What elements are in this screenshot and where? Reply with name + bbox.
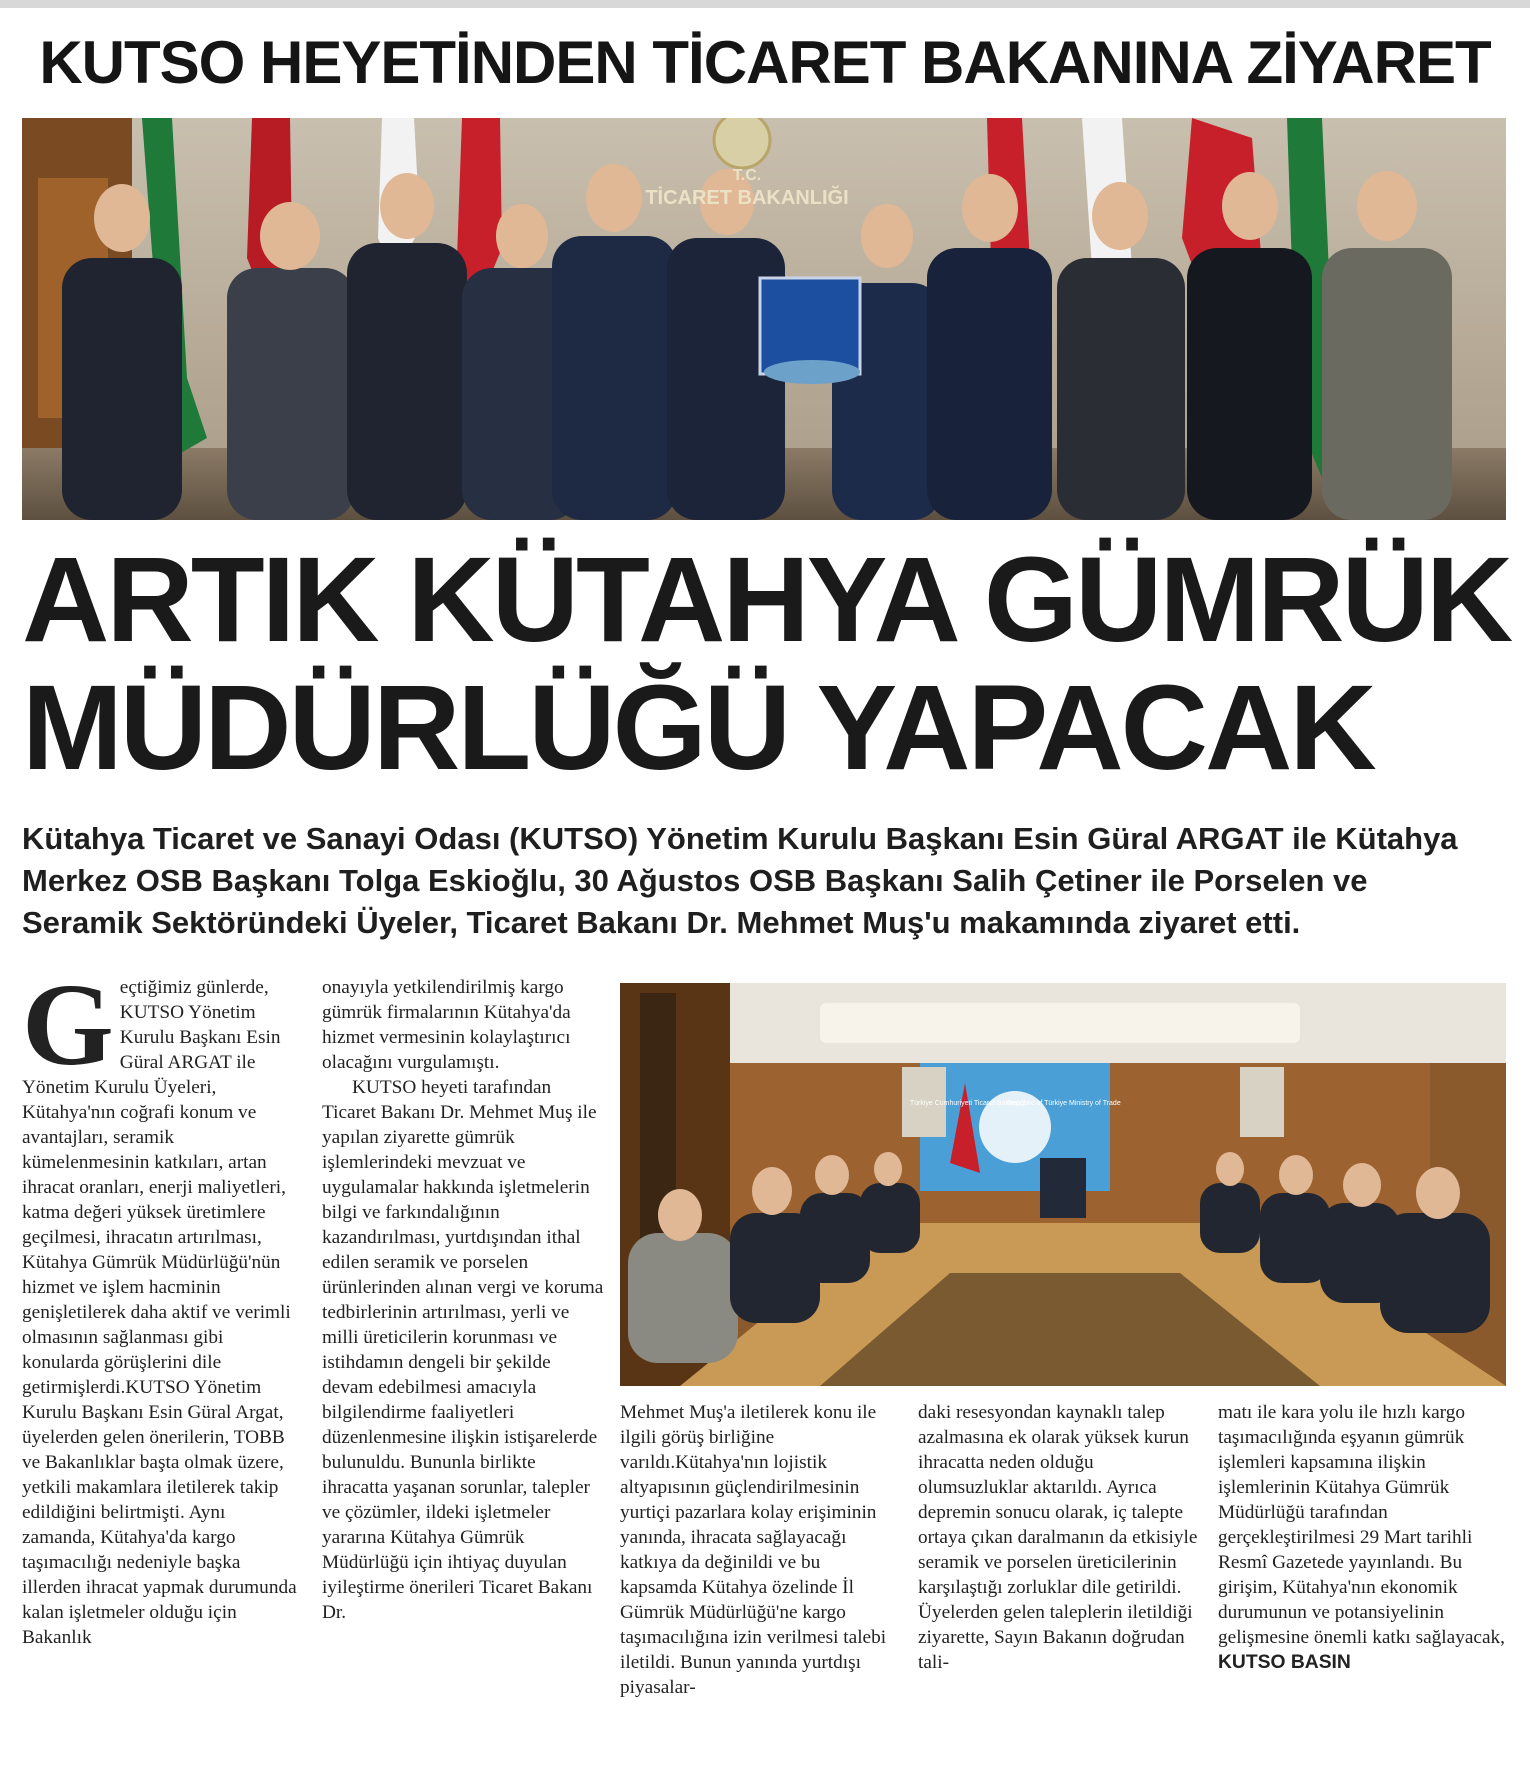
body-column-1 bbox=[22, 959, 302, 1650]
kicker-title: KUTSO HEYETİNDEN TİCARET BAKANINA ZİYARET bbox=[39, 29, 1491, 96]
drop-cap: G bbox=[22, 959, 114, 1090]
group-photo bbox=[22, 118, 1506, 520]
meeting-photo bbox=[620, 983, 1506, 1386]
body-column-4: daki resesyondan kaynaklı talep azalmasına ek olarak yüksek kurun ihracatta neden olduğu olumsuzluklar aktarıldı. Ayrıca depremin sonucu olarak, iç talepte ortaya çıkan daralmanın da etkisiyle seramik ve porselen üreticilerinin karşılaştığı zorluklar dile getirildi. Üyelerden gelen taleplerin iletildiği ziyarette, Sayın Bakanın doğrudan tali- bbox=[918, 1402, 1198, 1673]
body-column-2-paragraph-2: KUTSO heyeti tarafından Ticaret Bakanı Dr. Mehmet Muş ile yapılan ziyarette gümrük işlemlerindeki mevzuat ve uygulamalar hakkında işletmelerin bilgi ve farkındalığının kazandırılması, yurtdışından ithal edilen seramik ve porselen ürünlerinden alınan vergi ve koruma tedbirlerinin artırılması, yerli ve milli üreticilerin korunması ve istihdamın dengeli bir şekilde devam edebilmesi amacıyla bilgilendirme faaliyetleri düzenlenmesine ilişkin istişarelerde bulunuldu. Bununla birlikte ihracatta yaşanan sorunlar, talepler ve çözümler, ildeki işletmeler yararına Kütahya Gümrük Müdürlüğü için ihtiyaç duyulan iyileştirme önerileri Ticaret Bakanı Dr. bbox=[322, 1077, 604, 1623]
body-column-2-paragraph-1: onayıyla yetkilendirilmiş kargo gümrük firmalarının Kütahya'da hizmet vermesinin kolaylaştırıcı olacağını vurgulamıştı. bbox=[322, 977, 571, 1073]
meeting-banner-left: Türkiye Cumhuriyeti Ticaret Bakanlığı bbox=[909, 1100, 1027, 1107]
body-column-3: Mehmet Muş'a iletilerek konu ile ilgili görüş birliğine varıldı.Kütahya'nın lojistik altyapısının güçlendirilmesinin yurtiçi pazarlara kolay erişiminin yanında, ihracata sağlayacağı katkıya da değinildi ve bu kapsamda Kütahya özelinde İl Gümrük Müdürlüğü'ne kargo taşımacılığına izin verilmesi talebi iletildi. Bunun yanında yurtdışı piyasalar- bbox=[620, 1402, 887, 1698]
byline-signature: KUTSO BASIN bbox=[1218, 1652, 1351, 1673]
meeting-banner-right: Republic of Türkiye Ministry of Trade bbox=[1007, 1100, 1121, 1107]
headline-line1: ARTIK KÜTAHYA GÜMRÜK bbox=[22, 531, 1511, 667]
body-column-5 bbox=[1218, 1400, 1508, 1675]
body-column-5-text: matı ile kara yolu ile hızlı kargo taşımacılığında eşyanın gümrük işlemleri kapsamına ilişkin işlemlerinin Kütahya Gümrük Müdürlüğü tarafından gerçekleştirilmesi 29 Mart tarihli Resmî Gazetede yayınlandı. Bu girişim, Kütahya'nın ekonomik durumunun ve potansiyelinin gelişmesine önemli katkı sağlayacak, bbox=[1218, 1402, 1505, 1648]
deck-summary: Kütahya Ticaret ve Sanayi Odası (KUTSO) Yönetim Kurulu Başkanı Esin Güral ARGAT ile Kütahya Merkez OSB Başkanı Tolga Eskioğlu, 30 Ağustos OSB Başkanı Salih Çetiner ile Porselen ve Seramik Sektöründeki Üyeler, Ticaret Bakanı Dr. Mehmet Muş'u makamında ziyaret etti. bbox=[22, 821, 1458, 940]
headline-line2: MÜDÜRLÜĞÜ YAPACAK bbox=[22, 659, 1374, 795]
headline bbox=[22, 531, 1512, 795]
top-rule bbox=[0, 0, 1530, 8]
ministry-sign-line2: TİCARET BAKANLIĞI bbox=[645, 187, 849, 209]
ministry-sign-line1: T.C. bbox=[732, 167, 762, 184]
body-column-1-text: eçtiğimiz günlerde, KUTSO Yönetim Kurulu Başkanı Esin Güral ARGAT ile Yönetim Kurulu Üyeleri, Kütahya'nın coğrafi konum ve avantajları, seramik kümelenmesinin katkıları, artan ihracat oranları, enerji maliyetleri, katma değeri yüksek üretimlere geçilmesi, ihracatın artırılması, Kütahya Gümrük Müdürlüğü'nün hizmet ve işlem hacminin genişletilerek daha aktif ve verimli olmasının sağlanması gibi konularda görüşlerini dile getirmişlerdi.KUTSO Yönetim Kurulu Başkanı Esin Güral Argat, üyelerden gelen önerilerin, TOBB ve Bakanlıklar başta olmak üzere, yetkili makamlara iletilerek takip edildiğini belirtmişti. Aynı zamanda, Kütahya'da kargo taşımacılığı nedeniyle başka illerden ihracat yapmak durumunda kalan işletmeler olduğu için Bakanlık bbox=[22, 977, 297, 1648]
body-column-2 bbox=[322, 975, 604, 1625]
